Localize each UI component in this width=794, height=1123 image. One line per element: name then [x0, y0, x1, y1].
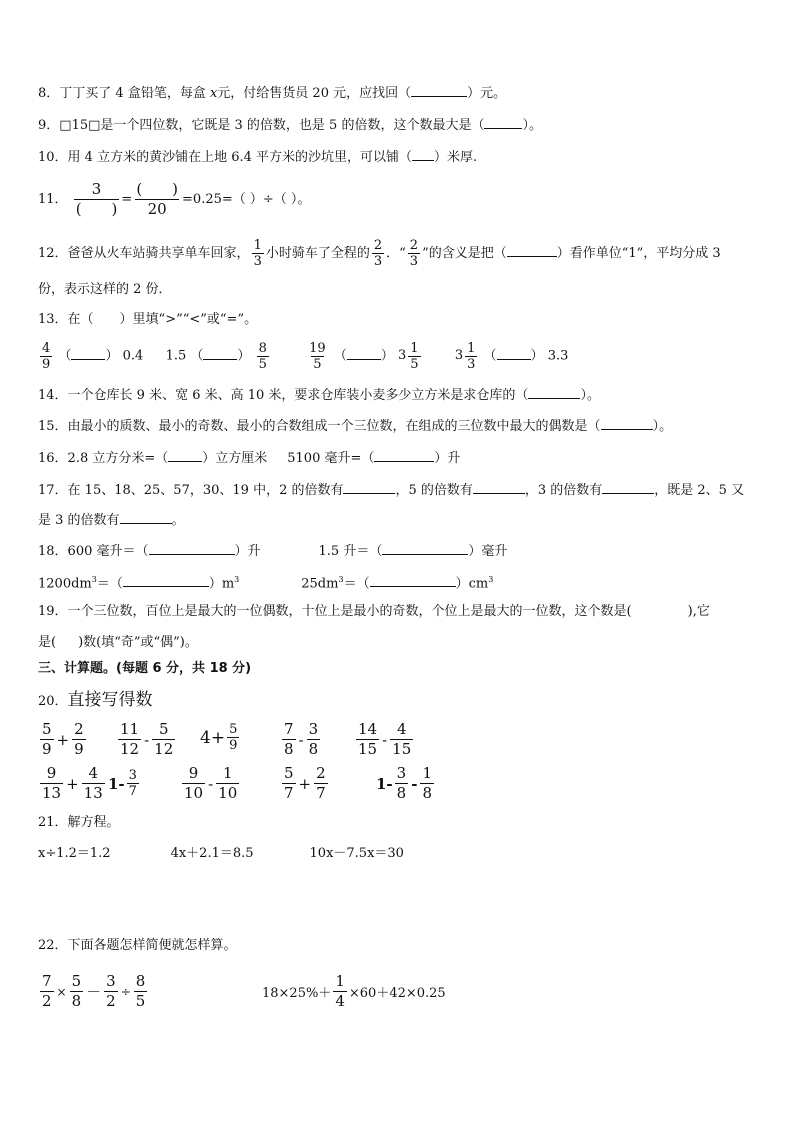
- q12-fraction-2: [372, 238, 384, 269]
- q14-text: 一个仓库长 9 米、宽 6 米、高 10 米，要求仓库装小麦多少立方米是求仓库的（: [67, 388, 529, 403]
- q20-e10-bd: 8: [422, 784, 432, 802]
- q12-f3-den: 3: [409, 254, 419, 269]
- q22-e2-fd: 4: [335, 992, 345, 1010]
- q20-e2-ad: 12: [120, 740, 140, 758]
- q12-number: 12．: [38, 246, 68, 261]
- q13-item4-left: [455, 338, 480, 374]
- q13-item2-blank[interactable]: [203, 347, 237, 360]
- q18-c3: ）m: [208, 576, 235, 592]
- q20-e9-bd: 7: [316, 784, 326, 802]
- q20-e1-an: 5: [42, 720, 52, 738]
- q20-e8-an: 9: [188, 764, 199, 782]
- q17-end: 。: [171, 513, 185, 528]
- q18-blank-3[interactable]: [123, 574, 209, 587]
- section-3-heading: 三、计算题。(每题 6 分，共 18 分): [38, 661, 252, 676]
- question-17: [38, 481, 744, 499]
- q13-item3-left: [307, 341, 328, 372]
- q11-fraction-2: [134, 180, 180, 219]
- q11-rest[interactable]: =0.25=（ ）÷（ ）。: [182, 192, 311, 207]
- q20-e1-bd: 9: [74, 740, 84, 758]
- q17-t2: ，5 的倍数有: [395, 483, 473, 498]
- q20-expr-3: [200, 722, 241, 753]
- q10-text: 用 4 立方米的黄沙铺在上地 6.4 平方米的沙坑里，可以铺（: [67, 150, 413, 165]
- q17-number: 17．: [38, 483, 68, 498]
- q13-i3-bden: 5: [410, 356, 419, 372]
- question-11: [38, 180, 310, 220]
- q18-d3: ）cm: [455, 576, 489, 592]
- q20-e9-bn: 2: [316, 764, 326, 782]
- q20-e1-ad: 9: [42, 740, 52, 758]
- q20-expr-5: [354, 720, 415, 759]
- question-9: [38, 116, 542, 134]
- q18-a: 600 毫升＝（: [67, 544, 149, 559]
- q18-c2: ＝（: [96, 576, 123, 592]
- q18-b2: ）毫升: [468, 544, 508, 559]
- q20-expr-8: [180, 764, 241, 803]
- q20-expr-1: [38, 720, 88, 759]
- q22-e1-cd: 2: [106, 992, 116, 1010]
- q12-blank[interactable]: [507, 244, 557, 257]
- q12-f1-den: 3: [253, 254, 262, 269]
- q17-text: 在 15、18、25、57，30、19 中，2 的倍数有: [67, 483, 344, 498]
- q20-e10-an: 3: [396, 764, 407, 782]
- q14-number: 14．: [38, 388, 68, 403]
- question-13-items: [38, 338, 568, 375]
- q17-blank-2[interactable]: [473, 481, 525, 494]
- q19-text2: ),它: [687, 604, 710, 619]
- q18-blank-2[interactable]: [382, 542, 468, 555]
- q22-expr-2: [262, 972, 446, 1011]
- q17-blank-3[interactable]: [602, 481, 654, 494]
- q20-e10-ad: 8: [396, 784, 407, 802]
- q18-number: 18．: [38, 544, 68, 559]
- q22-e2-b: ×60＋42×0.25: [348, 986, 446, 1001]
- q14-blank[interactable]: [528, 386, 580, 399]
- q16-number: 16．: [38, 451, 68, 466]
- q20-e8-op: -: [208, 774, 214, 793]
- q22-e1-op3: ÷: [120, 984, 131, 999]
- q20-e2-op: -: [144, 730, 150, 749]
- q12-f3-num: 2: [409, 238, 419, 253]
- q18-c: 1200dm: [38, 576, 92, 592]
- question-18-line-2: [38, 572, 493, 592]
- question-19: [38, 604, 710, 620]
- q10-number: 10．: [38, 150, 68, 165]
- q20-e3-bd: 9: [229, 738, 238, 753]
- q13-item1-blank[interactable]: [71, 347, 105, 360]
- q22-e1-bn: 5: [71, 972, 82, 990]
- q20-e5-op: -: [382, 730, 388, 749]
- q13-i3-whole: 3: [397, 348, 407, 363]
- q20-expr-10: [376, 764, 436, 803]
- q8-blank[interactable]: [411, 84, 467, 97]
- q13-i4-num: 1: [467, 340, 476, 356]
- q8-text3: ）元。: [467, 86, 507, 101]
- q18-d: 25dm: [301, 576, 339, 592]
- q20-e5-bd: 15: [392, 740, 412, 758]
- q12-fraction-3: [408, 238, 420, 269]
- q13-i1-num: 4: [42, 340, 51, 356]
- q9-number: 9．: [38, 118, 60, 133]
- q13-item4-blank[interactable]: [497, 347, 531, 360]
- q13-i3-num: 19: [309, 340, 326, 356]
- question-17-line-2: [38, 511, 185, 529]
- question-12-line-2: [38, 282, 172, 298]
- q20-e4-bd: 8: [308, 740, 319, 758]
- q18-c-sup: 3: [91, 575, 97, 584]
- q13-i3-bnum: 1: [410, 340, 419, 356]
- q11-f1-den[interactable]: ( ): [75, 200, 118, 218]
- q20-e2-bd: 12: [154, 740, 174, 758]
- q11-fraction-1: [74, 180, 120, 219]
- q19-line2b: )数(填“奇”或“偶”)。: [78, 635, 198, 650]
- q13-item2-right: [257, 341, 269, 372]
- question-21: [38, 815, 120, 831]
- q13-item3-blank[interactable]: [347, 347, 381, 360]
- q20-e9-ad: 7: [284, 784, 294, 802]
- q8-number: 8．: [38, 86, 60, 101]
- q11-equals: =: [121, 192, 133, 207]
- q13-i1-right: 0.4: [122, 348, 144, 364]
- q20-e8-bd: 10: [218, 784, 238, 802]
- q17-t4: ，既是 2、5 又: [654, 483, 745, 498]
- q22-expr-1: [38, 972, 149, 1011]
- q20-expr-9: [280, 764, 330, 803]
- question-14: [38, 386, 600, 404]
- q12-text5: ）看作单位“1”，平均分成 3: [556, 246, 721, 261]
- q13-i3-lp: （: [333, 348, 347, 364]
- q13-item3-right: [398, 338, 423, 374]
- q12-text4: ”的含义是把（: [422, 246, 507, 261]
- q18-b: 1.5 升＝（: [318, 544, 383, 559]
- q12-text2: 小时骑车了全程的: [265, 246, 370, 261]
- q20-e2-an: 11: [120, 720, 140, 738]
- q9-text2: ）。: [522, 118, 542, 133]
- q17-line2: 是 3 的倍数有: [38, 513, 120, 528]
- q19-text: 一个三位数，百位上是最大的一位偶数，十位上是最小的奇数，个位上是最大的一位数，这个数是(: [67, 604, 632, 619]
- q11-number: 11．: [38, 192, 68, 207]
- q16-blank-1[interactable]: [168, 449, 202, 462]
- q13-i2-num: 8: [258, 340, 267, 356]
- q19-number: 19．: [38, 604, 68, 619]
- q20-e7-w: 1-: [108, 774, 125, 793]
- q8-variable: x: [209, 86, 218, 101]
- q12-fraction-1: [252, 238, 264, 269]
- question-8: [38, 84, 506, 102]
- q20-e7-bd: 7: [128, 784, 137, 799]
- q16-a2: ）立方厘米: [202, 451, 268, 466]
- q20-e10-bn: 1: [422, 764, 432, 782]
- q13-i4-lp: （: [483, 348, 497, 364]
- q20-expr-7: [108, 768, 141, 799]
- q15-blank[interactable]: [601, 417, 653, 430]
- question-13: [38, 312, 257, 328]
- q20-expr-2: [116, 720, 177, 759]
- q11-f2-num[interactable]: ( ): [136, 180, 179, 198]
- q22-title: 下面各题怎样简便就怎样算。: [67, 938, 237, 953]
- q21-number: 21．: [38, 815, 68, 830]
- question-20: [38, 690, 153, 712]
- question-21-equations: [38, 846, 404, 862]
- q20-e10-w: 1-: [376, 774, 393, 793]
- q22-e2-fn: 1: [335, 972, 345, 990]
- q20-e4-bn: 3: [308, 720, 319, 738]
- q8-text: 丁丁买了 4 盒铅笔，每盒: [59, 86, 210, 101]
- q13-i1-den: 9: [42, 356, 51, 372]
- q20-e6-an: 9: [46, 764, 57, 782]
- question-12: [38, 236, 721, 272]
- q22-e1-dn: 8: [135, 972, 146, 990]
- q22-number: 22．: [38, 938, 68, 953]
- q21-eq-c: 10x－7.5x＝30: [309, 846, 404, 861]
- q20-e4-ad: 8: [284, 740, 294, 758]
- q10-blank[interactable]: [412, 148, 434, 161]
- q13-i2-lp: （: [190, 348, 204, 364]
- q22-e1-an: 7: [42, 972, 52, 990]
- q20-e10-op: -: [411, 774, 418, 793]
- q12-text: 爸爸从火车站骑共享单车回家，: [67, 246, 250, 261]
- q20-title: 直接写得数: [67, 690, 153, 710]
- q13-i3-rp: ）: [380, 348, 394, 364]
- q22-e1-op2: －: [86, 983, 102, 1001]
- q22-e1-bd: 8: [71, 992, 82, 1010]
- q20-e1-bn: 2: [74, 720, 84, 738]
- q11-f2-den: 20: [135, 199, 179, 219]
- q13-i2-left: 1.5: [165, 348, 187, 364]
- q16-blank-2[interactable]: [374, 449, 434, 462]
- q13-number: 13．: [38, 312, 68, 327]
- q21-title: 解方程。: [67, 815, 120, 830]
- q11-f1-num: 3: [91, 180, 102, 198]
- q9-blank[interactable]: [484, 116, 522, 129]
- q12-f1-num: 1: [253, 238, 262, 253]
- q13-item1-left: [40, 341, 52, 372]
- question-16: [38, 449, 460, 467]
- q13-i1-lp: （: [58, 348, 72, 364]
- q18-blank-1[interactable]: [149, 542, 235, 555]
- q14-text2: ）。: [580, 388, 600, 403]
- question-22: [38, 938, 237, 954]
- q13-i4-whole: 3: [454, 348, 464, 363]
- q20-e2-bn: 5: [158, 720, 169, 738]
- q15-text2: ）。: [652, 419, 673, 434]
- q20-e7-bn: 3: [128, 768, 137, 783]
- q16-b: 5100 毫升=（: [287, 451, 375, 466]
- q13-i3-den: 5: [313, 356, 322, 372]
- q18-d-sup: 3: [338, 575, 344, 584]
- q22-e1-cn: 3: [106, 972, 116, 990]
- question-15: [38, 417, 672, 435]
- q20-expr-4: [280, 720, 322, 759]
- q18-d2: ＝（: [343, 576, 370, 592]
- q12-line2: 份，表示这样的 2 份．: [38, 282, 172, 297]
- q16-a: 2.8 立方分米=（: [67, 451, 169, 466]
- q20-e5-bn: 4: [396, 720, 407, 738]
- q16-b2: ）升: [434, 451, 461, 466]
- q15-text: 由最小的质数、最小的奇数、最小的合数组成一个三位数，在组成的三位数中最大的偶数是（: [67, 419, 601, 434]
- q22-e1-ad: 2: [42, 992, 52, 1010]
- q20-e3-w: 4+: [200, 727, 226, 748]
- q18-blank-4[interactable]: [370, 574, 456, 587]
- q20-e5-an: 14: [358, 720, 378, 738]
- question-19-line-2: [38, 635, 198, 651]
- q22-e2-a: 18×25%＋: [262, 986, 332, 1001]
- q18-d3-sup: 3: [488, 575, 494, 584]
- q20-e4-op: -: [298, 730, 304, 749]
- q21-eq-a: x÷1.2＝1.2: [38, 846, 111, 861]
- q8-text2: 元，付给售货员 20 元，应找回（: [217, 86, 412, 101]
- q19-line2: 是(: [38, 635, 57, 650]
- q20-e6-op: +: [66, 774, 79, 793]
- question-10: [38, 148, 477, 166]
- q20-e4-an: 7: [284, 720, 294, 738]
- q13-i2-den: 5: [258, 356, 267, 372]
- q13-i4-rp: ）: [530, 348, 544, 364]
- q22-e1-op1: ×: [56, 984, 67, 999]
- q20-e6-bn: 4: [88, 764, 98, 782]
- q17-t3: ，3 的倍数有: [524, 483, 603, 498]
- q20-e6-bd: 13: [83, 784, 103, 802]
- q20-e6-ad: 13: [42, 784, 62, 802]
- q13-i4-den: 3: [467, 356, 476, 372]
- q20-e8-ad: 10: [184, 784, 204, 802]
- q13-i2-rp: ）: [237, 348, 251, 364]
- q17-blank-1[interactable]: [343, 481, 395, 494]
- q20-e9-an: 5: [284, 764, 294, 782]
- q18-a2: ）升: [234, 544, 261, 559]
- q20-e8-bn: 1: [222, 764, 233, 782]
- question-18: [38, 542, 507, 560]
- q20-e3-bn: 5: [229, 722, 238, 737]
- q13-i1-rp: ）: [105, 348, 119, 364]
- q21-eq-b: 4x＋2.1＝8.5: [170, 846, 254, 861]
- q13-text: 在（ ）里填“>”“<”或“=”。: [67, 312, 258, 327]
- q17-blank-4[interactable]: [120, 511, 172, 524]
- q12-f2-num: 2: [373, 238, 383, 253]
- q22-e1-dd: 5: [135, 992, 146, 1010]
- q15-number: 15．: [38, 419, 68, 434]
- q13-i4-right: 3.3: [547, 348, 569, 364]
- q20-number: 20．: [38, 694, 68, 709]
- q20-e1-op: +: [56, 730, 70, 749]
- q20-e5-ad: 15: [358, 740, 378, 758]
- q12-f2-den: 3: [373, 254, 383, 269]
- q18-c3-sup: 3: [234, 575, 240, 584]
- q12-text3: ．“: [386, 246, 406, 261]
- q9-text: □15□是一个四位数，它既是 3 的倍数，也是 5 的倍数，这个数最大是（: [59, 118, 485, 133]
- q10-text2: ）米厚.: [434, 150, 478, 165]
- q20-e9-op: +: [298, 774, 312, 793]
- q20-expr-6: [38, 764, 107, 803]
